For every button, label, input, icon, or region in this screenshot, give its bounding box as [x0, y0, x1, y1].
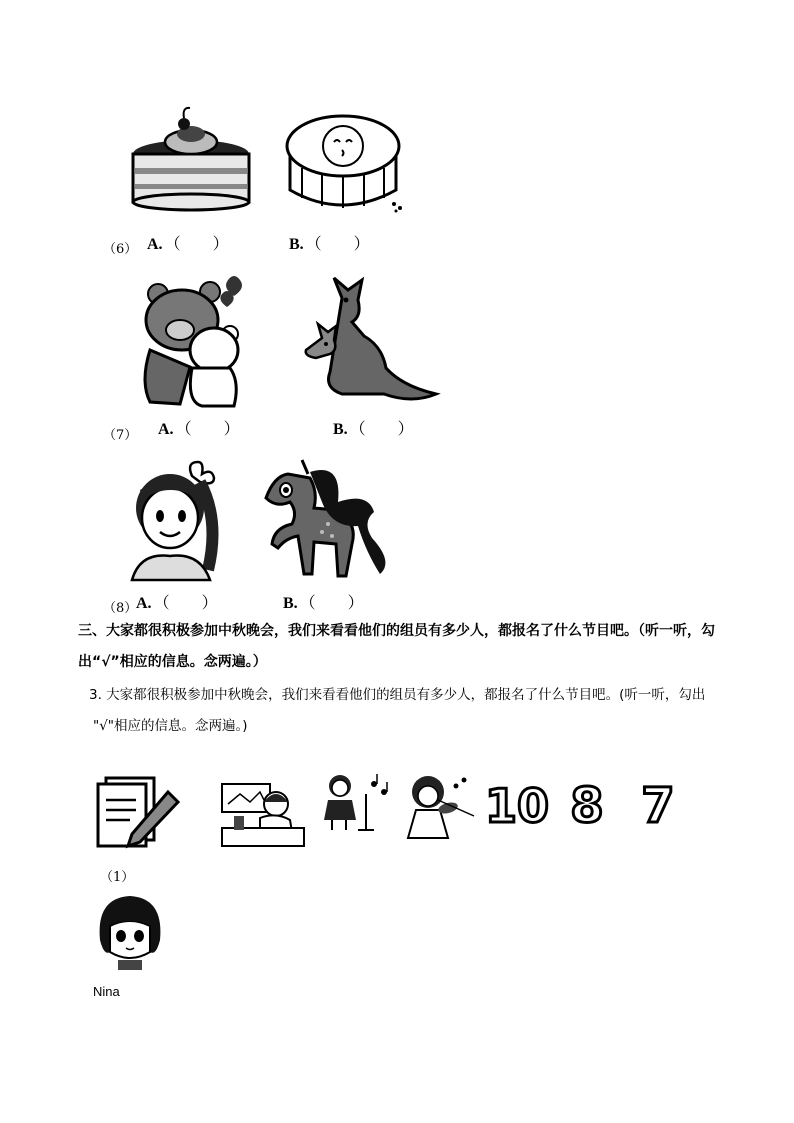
number-10-icon: [484, 776, 550, 833]
item-number: （8）: [103, 601, 138, 616]
girl-violin-icon: [402, 774, 478, 844]
option-letter: A.: [136, 595, 152, 612]
number-7-icon: [632, 776, 684, 834]
item-number: （6）: [103, 242, 138, 257]
section-3-line2: 出“√”相应的信息。念两遍。）: [78, 654, 267, 670]
kangaroos-icon: [302, 276, 438, 410]
sub-item-number: （1）: [100, 870, 135, 885]
item-number: （7）: [103, 428, 138, 443]
drawing-paper-icon: [96, 776, 182, 852]
section-3-heading: [78, 616, 718, 678]
option-b[interactable]: [283, 590, 364, 613]
option-b[interactable]: [333, 416, 414, 439]
question-3-line1: 3. 大家都很积极参加中秋晚会，我们来看看他们的组员有多少人，都报名了什么节目吧。(听一听，勾出: [89, 687, 706, 703]
girl-portrait-icon: [96, 892, 164, 972]
question-3: [89, 680, 729, 742]
mooncake-icon: [282, 108, 410, 218]
answer-blank[interactable]: （ ）: [153, 595, 218, 612]
student-name: Nina: [93, 984, 120, 999]
number-8-icon: [562, 776, 612, 834]
option-letter: A.: [158, 421, 174, 438]
number-10-label: 10: [484, 779, 550, 833]
option-letter: B.: [333, 421, 348, 438]
option-a[interactable]: [147, 231, 229, 254]
cake-icon: [130, 102, 252, 212]
answer-blank[interactable]: （ ）: [349, 421, 414, 438]
number-7-label: 7: [641, 778, 675, 834]
option-a[interactable]: [136, 590, 218, 613]
boy-drawing-icon: [220, 782, 306, 848]
answer-blank[interactable]: （ ）: [164, 236, 229, 253]
answer-blank[interactable]: （ ）: [175, 421, 240, 438]
option-letter: A.: [147, 236, 163, 253]
option-letter: B.: [289, 236, 304, 253]
answer-blank[interactable]: （ ）: [299, 595, 364, 612]
pony-icon: [262, 452, 396, 582]
bears-hugging-icon: [130, 272, 258, 412]
option-b[interactable]: [289, 231, 370, 254]
girl-singing-icon: [318, 772, 394, 832]
section-3-line1: 三、大家都很积极参加中秋晚会，我们来看看他们的组员有多少人，都报名了什么节目吧。（听一听，勾: [78, 623, 715, 639]
question-3-line2: "√"相应的信息。念两遍。): [93, 718, 248, 734]
number-8-label: 8: [570, 778, 604, 834]
option-letter: B.: [283, 595, 298, 612]
girl-with-bow-icon: [130, 460, 226, 582]
option-a[interactable]: [158, 416, 240, 439]
answer-blank[interactable]: （ ）: [305, 236, 370, 253]
